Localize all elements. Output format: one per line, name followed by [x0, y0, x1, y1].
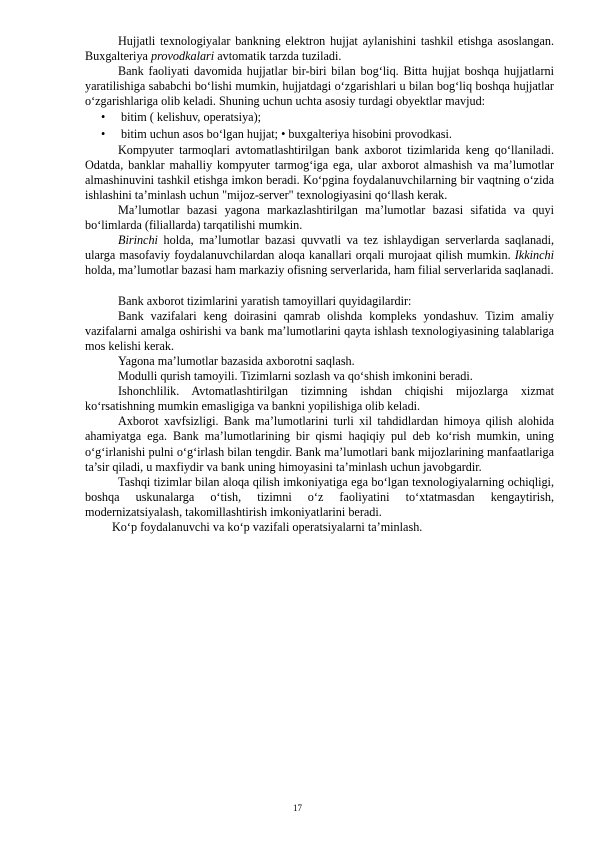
paragraph-modulli-qurish: Modulli qurish tamoyili. Tizimlarni sozlash va qo‘shish imkonini beradi. [118, 369, 473, 384]
paragraph-yagona-baza: Yagona ma’lumotlar bazasida axborotni saqlash. [118, 353, 355, 368]
page-number: 17 [293, 803, 302, 813]
list-item [85, 110, 554, 125]
paragraph-text: holda, ma’lumotlar bazasi quvvatli va tez ishlaydigan serverlarda saqlanadi, ularga masofaviy foydalanuvchilardan aloqa kanallari orqali murojaat qilish mumkin. [85, 233, 554, 263]
paragraph-axborot-xavfsizligi: Axborot xavfsizligi. Bank ma’lumotlarini turli xil tahdidlardan himoya qilish alohida ahamiyatga ega. Bank ma’lumotlarining bir qismi haqiqiy pul deb ko‘rish mumkin, uning o‘g‘irlanishi pulni o‘g‘irlash bilan tengdir. Bank ma’lumotlari bank mijozlarining manfaatlariga ta’sir qiladi, u maxfiydir va bank uning himoyasini ta’minlash uchun javobgardir. [85, 414, 554, 474]
object-types-list [85, 110, 554, 141]
bullet-icon: • [101, 126, 106, 141]
emphasis-provodkalari: provodkalari [151, 49, 215, 64]
paragraph-text: Hujjatli texnologiyalar bankning elektron hujjat aylanishini tashkil etishga asoslangan. Buxgalteriya [85, 34, 554, 64]
paragraph-kompleks-yondashuv: Bank vazifalari keng doirasini qamrab olishda kompleks yondashuv. Tizim amaliy vazifalarni amalga oshirishi va bank ma’lumotlarini qayta ishlash texnologiyasining talablariga mos kelishi kerak. [85, 308, 554, 353]
document-page [85, 34, 554, 535]
emphasis-ikkinchi: Ikkinchi [514, 248, 554, 263]
paragraph-tamoyillar-heading: Bank axborot tizimlarini yaratish tamoyillari quyidagilardir: [118, 293, 412, 308]
paragraph-ishonchlilik: Ishonchlilik. Avtomatlashtirilgan tizimning ishdan chiqishi mijozlarga xizmat ko‘rsatishning mumkin emasligiga va bankni yopilishiga olib keladi. [85, 384, 554, 414]
paragraph-kompyuter-tarmoqlari: Kompyuter tarmoqlari avtomatlashtirilgan bank axborot tizimlarida keng qo‘llaniladi. Odatda, banklar mahalliy kompyuter tarmog‘iga ega, ular axborot almashish va ma’lumotlar almashinuvini tashkil etishga imkon beradi. Ko‘pgina foydalanuvchilarning bir vaqtning o‘zida ishlashini ta’minlash uchun "mijoz-server" texnologiyasini qo‘llash kerak. [85, 142, 554, 202]
bullet-icon: • [101, 110, 106, 125]
paragraph-hujjatli-texnologiyalar [85, 34, 554, 64]
blank-line [85, 279, 554, 294]
emphasis-birinchi: Birinchi [118, 233, 158, 248]
list-item [85, 127, 554, 142]
paragraph-text: holda, ma’lumotlar bazasi ham markaziy ofisning serverlarida, ham filial serverlarida saqlanadi. [85, 263, 554, 278]
list-item-text: bitim ( kelishuv, operatsiya); [121, 110, 262, 125]
paragraph-birinchi-ikkinchi [85, 233, 554, 278]
paragraph-text: avtomatik tarzda tuziladi. [214, 49, 342, 64]
paragraph-malumotlar-bazasi: Ma’lumotlar bazasi yagona markazlashtirilgan ma’lumotlar bazasi sifatida va quyi bo‘limlarda (filiallarda) tarqatilishi mumkin. [85, 203, 554, 233]
paragraph-kop-foydalanuvchi: Ko‘p foydalanuvchi va ko‘p vazifali operatsiyalarni ta’minlash. [112, 520, 423, 534]
paragraph-tashqi-tizimlar: Tashqi tizimlar bilan aloqa qilish imkoniyatiga ega bo‘lgan texnologiyalarning ochiqligi, boshqa uskunalarga o‘tish, tizimni o‘z faoliyatini to‘xtatmasdan kengaytirish, modernizatsiyalash, takomillashtirish imkoniyatlarini beradi. [85, 474, 554, 519]
paragraph-bank-faoliyati: Bank faoliyati davomida hujjatlar bir-biri bilan bog‘liq. Bitta hujjat boshqa hujjatlarni yaratilishiga sababchi bo‘lishi mumkin, hujjatdagi o‘zgarishlari u bilan bog‘liq boshqa hujjatlar o‘zgarishlariga olib keladi. Shuning uchun uchta asosiy turdagi obyektlar mavjud: [85, 64, 554, 109]
list-item-text: bitim uchun asos bo‘lgan hujjat; • buxgalteriya hisobini provodkasi. [121, 126, 452, 141]
